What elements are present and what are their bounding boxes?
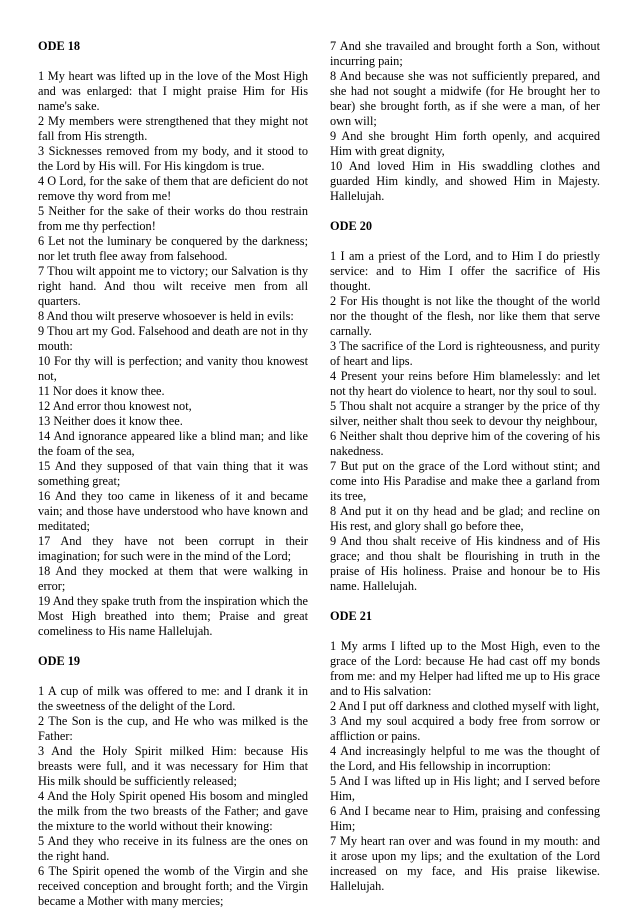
right-column: [330, 39, 600, 909]
verse: 7 Thou wilt appoint me to victory; our Salvation is thy right hand. And thou wilt receive men from all quarters.: [38, 264, 308, 308]
verse: 1 My arms I lifted up to the Most High, even to the grace of the Lord: because He had cast off my bonds from me: and my Helper had lifted me up to His grace and to His salvation:: [330, 639, 600, 698]
verse: 6 And I became near to Him, praising and confessing Him;: [330, 804, 600, 833]
verse: 10 For thy will is perfection; and vanity thou knowest not,: [38, 354, 308, 383]
verse: 10 And loved Him in His swaddling clothes and guarded Him kindly, and showed Him in Majesty. Hallelujah.: [330, 159, 600, 203]
ode-heading: ODE 21: [330, 609, 373, 623]
verse: 16 And they too came in likeness of it and became vain; and those have understood who have known and meditated;: [38, 489, 308, 533]
verse: 3 Sicknesses removed from my body, and it stood to the Lord by His will. For His kingdom is true.: [38, 144, 308, 173]
verse: 5 And they who receive in its fulness are the ones on the right hand.: [38, 834, 308, 863]
verse: 8 And because she was not sufficiently prepared, and she had not sought a midwife (for He brought her to bear) she brought forth, as if she were a man, of her own will;: [330, 69, 600, 128]
verse-list: [38, 684, 308, 909]
verse: 4 And the Holy Spirit opened His bosom and mingled the milk from the two breasts of the Father; and gave the mixture to the world without their knowing:: [38, 789, 308, 833]
verse: 5 Neither for the sake of their works do thou restrain from me thy perfection!: [38, 204, 308, 233]
verse: 2 The Son is the cup, and He who was milked is the Father:: [38, 714, 308, 743]
verse-list: [330, 39, 600, 204]
verse-list: [330, 639, 600, 894]
ode-section: [330, 39, 600, 204]
verse: 6 Let not the luminary be conquered by the darkness; nor let truth flee away from falsehood.: [38, 234, 308, 263]
verse: 5 Thou shalt not acquire a stranger by the price of thy silver, neither shalt thou seek to devour thy neighbour,: [330, 399, 600, 428]
verse: 9 And thou shalt receive of His kindness and of His grace; and thou shalt be flourishing in truth in the praise of His holiness. Praise and honour be to His name. Hallelujah.: [330, 534, 600, 593]
verse: 3 The sacrifice of the Lord is righteousness, and purity of heart and lips.: [330, 339, 600, 368]
verse: 4 O Lord, for the sake of them that are deficient do not remove thy word from me!: [38, 174, 308, 203]
verse: 2 And I put off darkness and clothed myself with light,: [330, 699, 600, 713]
ode-section: [330, 219, 600, 594]
verse: 15 And they supposed of that vain thing that it was something great;: [38, 459, 308, 488]
verse: 13 Neither does it know thee.: [38, 414, 183, 428]
left-column: [38, 39, 308, 924]
verse: 18 And they mocked at them that were walking in error;: [38, 564, 308, 593]
verse: 9 And she brought Him forth openly, and acquired Him with great dignity,: [330, 129, 600, 158]
ode-heading: ODE 19: [38, 654, 81, 668]
verse: 17 And they have not been corrupt in their imagination; for such were in the mind of the Lord;: [38, 534, 308, 563]
ode-heading: ODE 18: [38, 39, 81, 53]
verse: 7 But put on the grace of the Lord without stint; and come into His Paradise and make thee a garland from its tree,: [330, 459, 600, 503]
verse: 6 The Spirit opened the womb of the Virgin and she received conception and brought forth; and the Virgin became a Mother with many mercies;: [38, 864, 308, 908]
verse: 2 For His thought is not like the thought of the world nor the thought of the flesh, nor like them that serve carnally.: [330, 294, 600, 338]
verse: 1 My heart was lifted up in the love of the Most High and was enlarged: that I might praise Him for His name's sake.: [38, 69, 308, 113]
verse: 8 And thou wilt preserve whosoever is held in evils:: [38, 309, 294, 323]
verse: 14 And ignorance appeared like a blind man; and like the foam of the sea,: [38, 429, 308, 458]
verse: 6 Neither shalt thou deprive him of the covering of his nakedness.: [330, 429, 600, 458]
verse: 1 A cup of milk was offered to me: and I drank it in the sweetness of the delight of the Lord.: [38, 684, 308, 713]
ode-section: [330, 609, 600, 894]
verse: 12 And error thou knowest not,: [38, 399, 192, 413]
verse: 9 Thou art my God. Falsehood and death are not in thy mouth:: [38, 324, 308, 353]
verse: 7 My heart ran over and was found in my mouth: and it arose upon my lips; and the exultation of the Lord increased on my face, and His praise likewise. Hallelujah.: [330, 834, 600, 893]
verse: 11 Nor does it know thee.: [38, 384, 165, 398]
verse: 3 And the Holy Spirit milked Him: because His breasts were full, and it was necessary for Him that His milk should be sufficiently released;: [38, 744, 308, 788]
verse: 5 And I was lifted up in His light; and I served before Him,: [330, 774, 600, 803]
verse: 4 And increasingly helpful to me was the thought of the Lord, and His fellowship in incorruption:: [330, 744, 600, 773]
verse: 1 I am a priest of the Lord, and to Him I do priestly service: and to Him I offer the sacrifice of His thought.: [330, 249, 600, 293]
verse-list: [330, 249, 600, 594]
verse: 4 Present your reins before Him blamelessly: and let not thy heart do violence to heart, nor thy soul to soul.: [330, 369, 600, 398]
ode-heading: ODE 20: [330, 219, 373, 233]
verse: 3 And my soul acquired a body free from sorrow or affliction or pains.: [330, 714, 600, 743]
verse: 7 And she travailed and brought forth a Son, without incurring pain;: [330, 39, 600, 68]
verse: 2 My members were strengthened that they might not fall from His strength.: [38, 114, 308, 143]
ode-section: [38, 654, 308, 909]
verse-list: [38, 69, 308, 639]
verse: 19 And they spake truth from the inspiration which the Most High breathed into them; Praise and great comeliness to His name Hallelujah.: [38, 594, 308, 638]
verse: 8 And put it on thy head and be glad; and recline on His rest, and glory shall go before thee,: [330, 504, 600, 533]
ode-section: [38, 39, 308, 639]
